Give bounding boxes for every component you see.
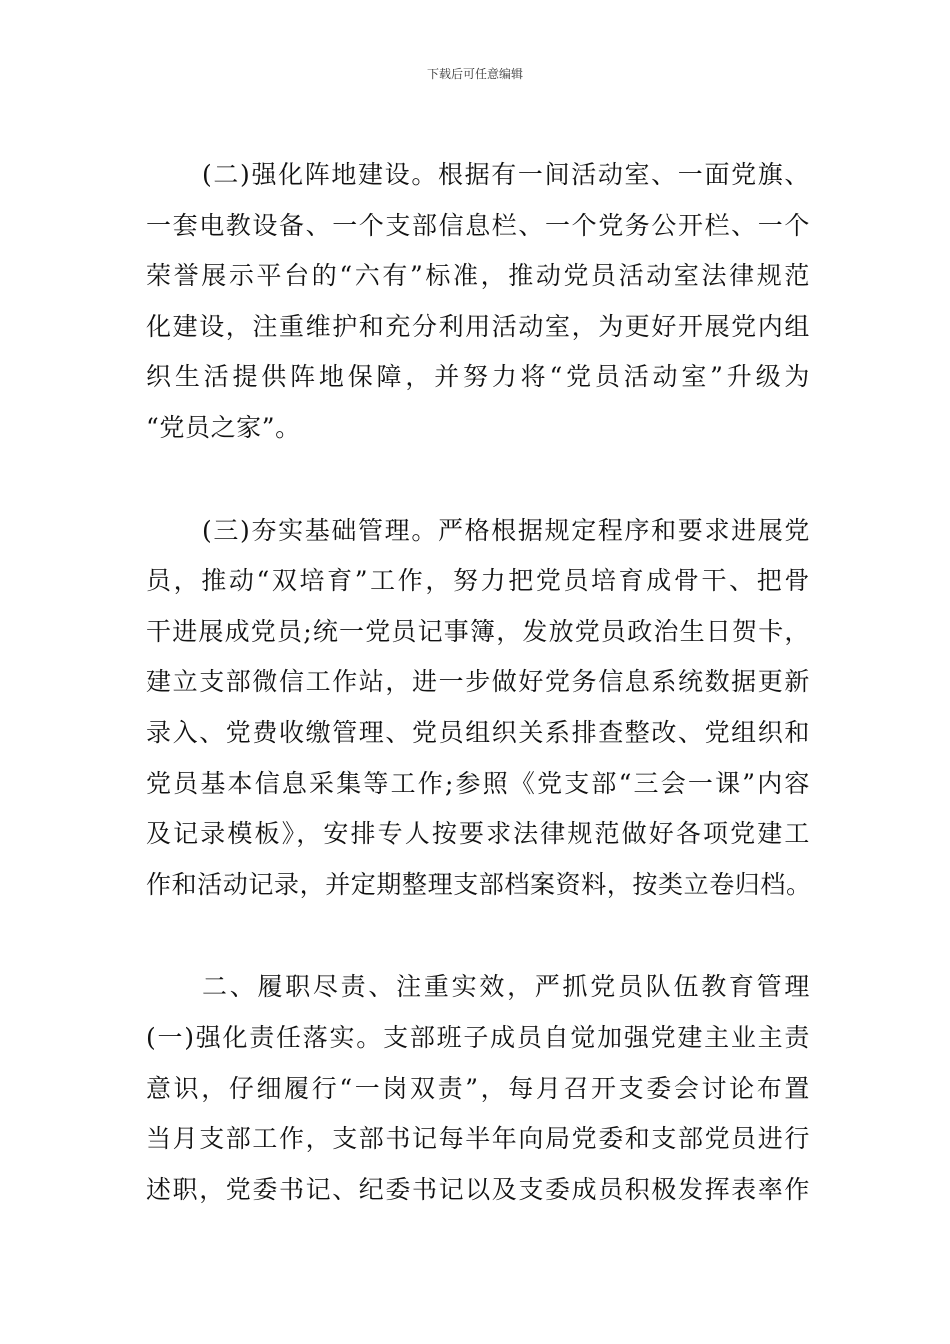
text-line: 荣誉展示平台的“六有”标准，推动党员活动室法律规范 [146, 261, 810, 291]
text-line: “党员之家”。 [146, 412, 301, 442]
page-header: 下载后可任意编辑 [426, 67, 523, 81]
text-line: 述职，党委书记、纪委书记以及支委成员积极发挥表率作 [146, 1174, 810, 1204]
text-line: (三)夯实基础管理。严格根据规定程序和要求进展党 [202, 515, 810, 545]
text-line: 干进展成党员;统一党员记事簿，发放党员政治生日贺卡， [146, 616, 810, 646]
text-line: 一套电教设备、一个支部信息栏、一个党务公开栏、一个 [146, 210, 810, 240]
text-line: 员，推动“双培育”工作，努力把党员培育成骨干、把骨 [146, 566, 810, 596]
text-line: 意识，仔细履行“一岗双责”，每月召开支委会讨论布置 [146, 1073, 810, 1103]
text-line: 录入、党费收缴管理、党员组织关系排查整改、党组织和 [146, 717, 810, 747]
text-line: 及记录模板》，安排专人按要求法律规范做好各项党建工 [146, 819, 810, 849]
text-line: 建立支部微信工作站，进一步做好党务信息系统数据更新 [146, 667, 810, 697]
text-line: 当月支部工作，支部书记每半年向局党委和支部党员进行 [146, 1124, 810, 1154]
text-line: 作和活动记录，并定期整理支部档案资料，按类立卷归档。 [146, 869, 812, 899]
paragraph-lvzhi-jinze [146, 962, 810, 1215]
document-body [146, 150, 810, 1215]
text-line: 党员基本信息采集等工作;参照《党支部“三会一课”内容 [146, 768, 810, 798]
text-line: 化建设，注重维护和充分利用活动室，为更好开展党内组 [146, 311, 810, 341]
paragraph-jichu-guanli [146, 506, 810, 911]
text-line: 织生活提供阵地保障，并努力将“党员活动室”升级为 [146, 362, 810, 392]
paragraph-zhendi-jianshe [146, 150, 810, 454]
text-line: (二)强化阵地建设。根据有一间活动室、一面党旗、 [202, 160, 810, 189]
text-line: (一)强化责任落实。支部班子成员自觉加强党建主业主责 [146, 1022, 810, 1052]
section-heading: 二、履职尽责、注重实效，严抓党员队伍教育管理 [202, 972, 810, 1002]
